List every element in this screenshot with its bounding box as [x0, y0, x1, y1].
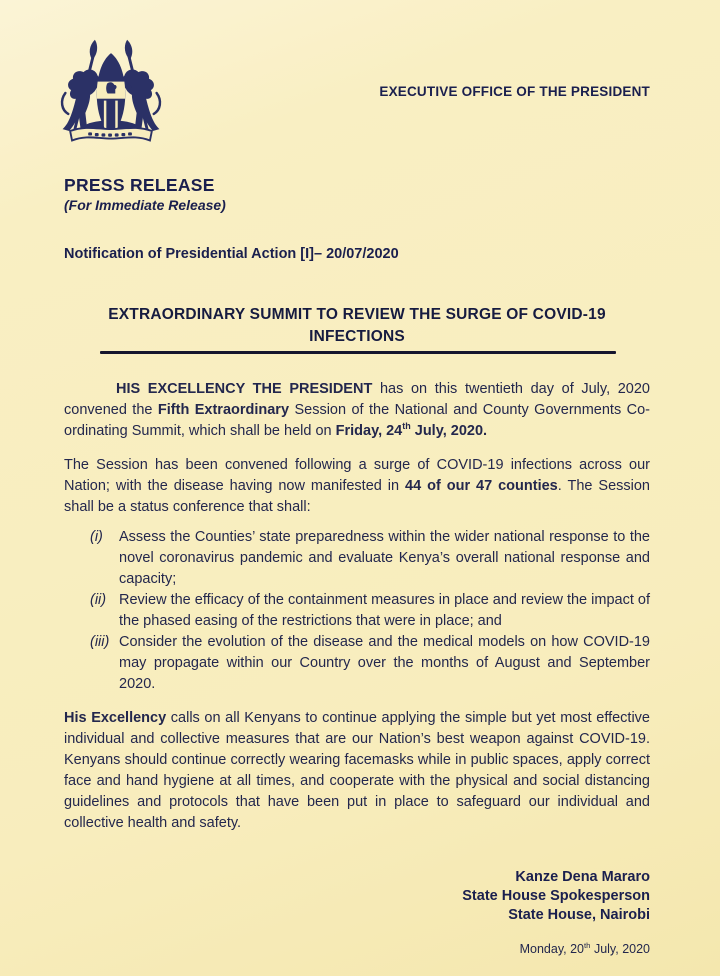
title-underline-rule: [100, 351, 616, 354]
agenda-list: [64, 527, 650, 695]
list-item-marker: (ii): [90, 592, 107, 608]
list-item: [64, 632, 650, 695]
press-release-label: PRESS RELEASE: [64, 175, 215, 195]
list-item: [64, 527, 650, 590]
document-title-line1: EXTRAORDINARY SUMMIT TO REVIEW THE SURGE OF COVID-19: [108, 306, 606, 323]
signature-block: [64, 868, 650, 925]
list-item-text: Review the efficacy of the containment measures in place and review the impact of the phased easing of the restrictions that were in place; and: [119, 592, 650, 629]
dateline: Monday, 20th July, 2020: [519, 940, 650, 956]
for-immediate-release-label: (For Immediate Release): [64, 197, 226, 213]
notification-line: Notification of Presidential Action [I]– 20/07/2020: [64, 246, 399, 262]
list-item-marker: (i): [90, 529, 103, 545]
office-header: EXECUTIVE OFFICE OF THE PRESIDENT: [379, 84, 650, 99]
document-title-line2: INFECTIONS: [309, 328, 405, 345]
list-item-marker: (iii): [90, 634, 110, 650]
paragraph-convening: HIS EXCELLENCY THE PRESIDENT has on this twentieth day of July, 2020 convened the Fifth Extraordinary Session of the National and County Governments Co-ordinating Summit, which shall be held on Friday, 24th July, 2020.: [64, 381, 651, 439]
paragraph-surge: The Session has been convened following a surge of COVID-19 infections across our Nation; with the disease having now manifested in 44 of our 47 counties. The Session shall be a status conference that shall:: [64, 457, 650, 515]
list-item: [64, 590, 650, 632]
list-item-text: Consider the evolution of the disease and the medical models on how COVID-19 may propagate within our Country over the months of August and September 2020.: [119, 634, 650, 692]
spokesperson-name: Kanze Dena Mararo: [515, 869, 650, 885]
list-item-text: Assess the Counties’ state preparedness within the wider national response to the novel coronavirus pandemic and evaluate Kenya’s overall national response and capacity;: [119, 529, 650, 587]
spokesperson-title: State House Spokesperson: [462, 888, 650, 904]
paragraph-appeal: His Excellency calls on all Kenyans to continue applying the simple but yet most effective individual and collective measures that are our Nation’s best weapon against COVID-19. Kenyans should continue correctly wearing facemasks while in public spaces, apply correct face and hand hygiene at all times, and cooperate with the physical and social distancing guidelines and protocols that have been put in place to safeguard our individual and collective health and safety.: [64, 710, 650, 831]
spokesperson-location: State House, Nairobi: [508, 907, 650, 923]
document-title: [64, 304, 650, 348]
kenya-coat-of-arms-icon: [54, 36, 168, 150]
